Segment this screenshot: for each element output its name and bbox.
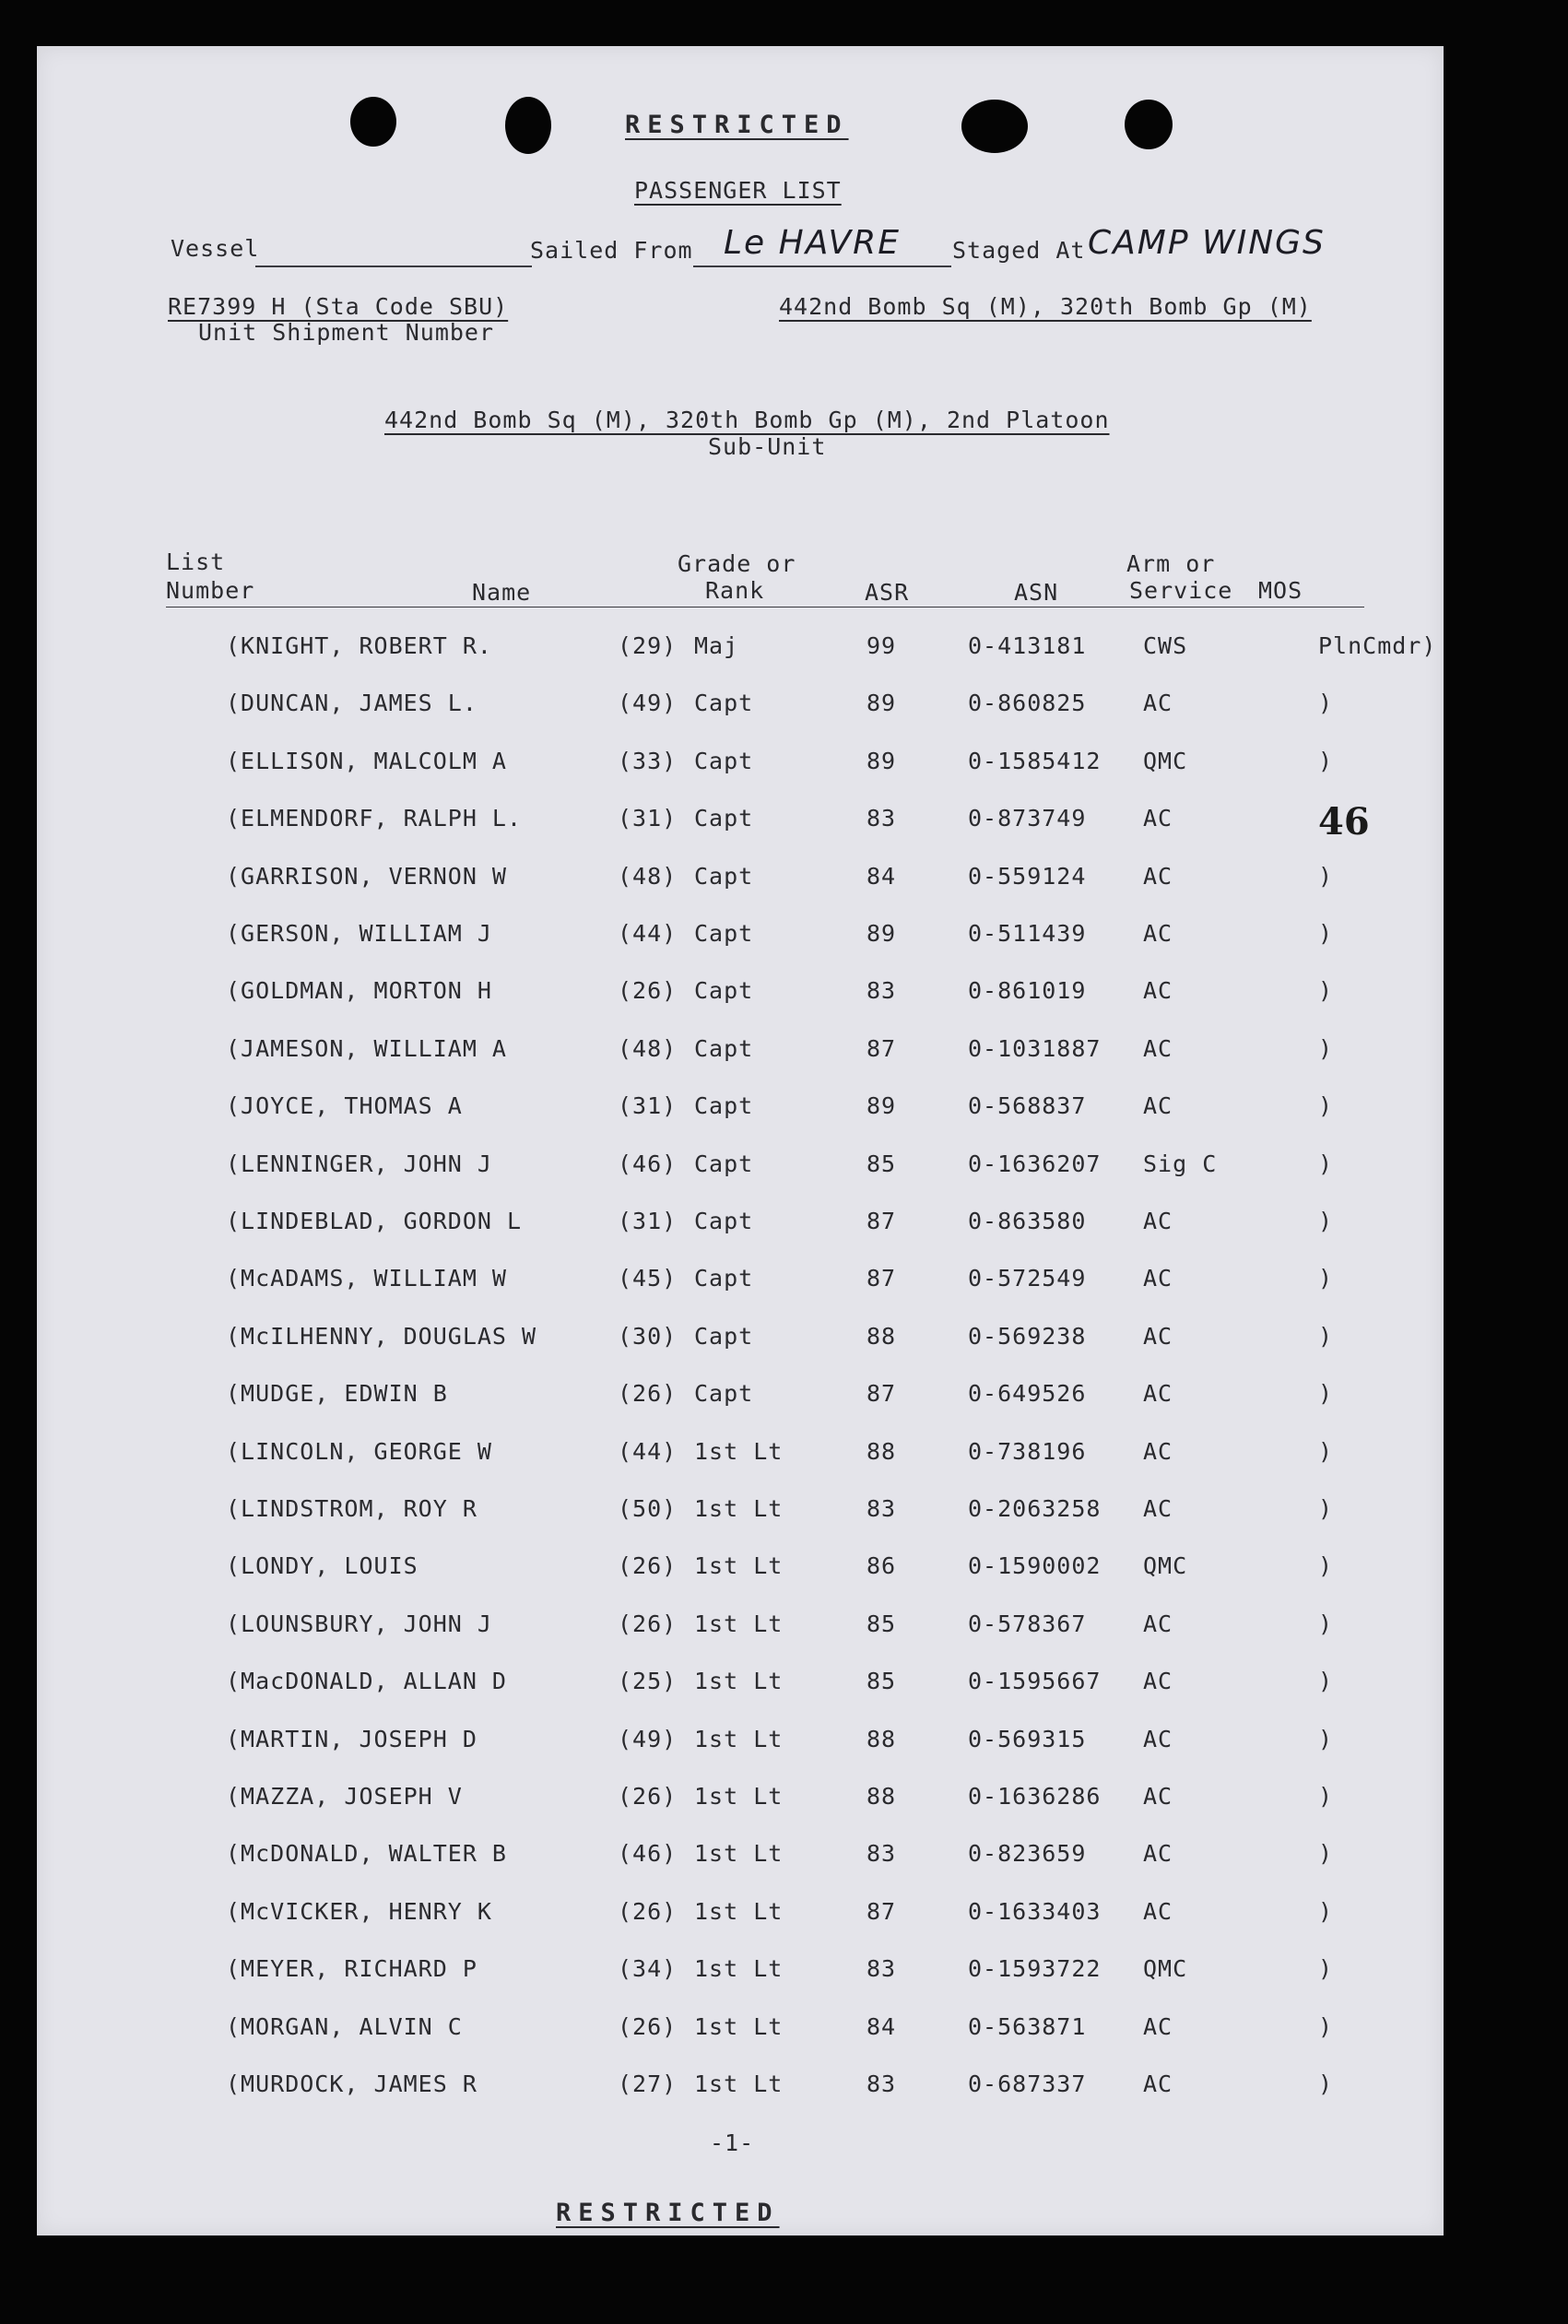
- cell-asn: 0-738196: [968, 1437, 1087, 1465]
- cell-rank: 1st Lt: [694, 1552, 784, 1580]
- cell-asn: 0-863580: [968, 1208, 1087, 1234]
- cell-rank: Capt: [694, 1034, 754, 1062]
- cell-arm: AC: [1143, 1495, 1173, 1522]
- cell-end: ): [1318, 1610, 1334, 1637]
- cell-age: (26): [618, 2012, 678, 2040]
- cell-asr: 85: [867, 1610, 897, 1637]
- cell-age: (49): [618, 690, 678, 717]
- cell-name: (MEYER, RICHARD P: [226, 1955, 477, 1983]
- cell-rank: Capt: [694, 977, 754, 1005]
- cell-rank: 1st Lt: [694, 2070, 784, 2097]
- cell-name: (LINDSTROM, ROY R: [226, 1495, 477, 1522]
- col-arm-line1: Arm or: [1126, 550, 1216, 577]
- punch-hole: [505, 97, 551, 154]
- sailed-from-label: Sailed From: [530, 237, 693, 264]
- punch-hole: [1125, 100, 1173, 149]
- cell-name: (MORGAN, ALVIN C: [226, 2012, 463, 2040]
- cell-asr: 85: [867, 1150, 897, 1177]
- cell-name: (ELMENDORF, RALPH L.: [226, 805, 523, 832]
- cell-name: (GOLDMAN, MORTON H: [226, 977, 492, 1005]
- document-title: PASSENGER LIST: [634, 177, 842, 204]
- cell-arm: AC: [1143, 690, 1173, 717]
- cell-end: ): [1318, 2012, 1334, 2040]
- cell-age: (49): [618, 1725, 678, 1752]
- cell-end: ): [1318, 1668, 1334, 1695]
- cell-rank: 1st Lt: [694, 1725, 784, 1752]
- cell-arm: QMC: [1143, 1552, 1188, 1580]
- cell-asn: 0-563871: [968, 2012, 1087, 2040]
- cell-rank: 1st Lt: [694, 1437, 784, 1465]
- cell-rank: Maj: [694, 632, 739, 659]
- table-row: [37, 977, 1444, 1014]
- cell-arm: AC: [1143, 1725, 1173, 1752]
- table-row: [37, 1610, 1444, 1647]
- cell-asr: 88: [867, 1322, 897, 1350]
- cell-end: ): [1318, 1150, 1334, 1177]
- table-row: [37, 1323, 1444, 1360]
- cell-rank: Capt: [694, 1322, 754, 1350]
- table-row: [37, 1783, 1444, 1820]
- col-grade-line1: Grade or: [678, 550, 796, 577]
- table-row: [37, 1552, 1444, 1589]
- cell-end: PlnCmdr): [1318, 632, 1437, 659]
- cell-rank: Capt: [694, 805, 754, 832]
- cell-age: (26): [618, 1783, 678, 1810]
- page-stamp-number: 46: [1318, 800, 1370, 843]
- cell-arm: AC: [1143, 1437, 1173, 1465]
- staged-at-label: Staged At: [952, 237, 1086, 264]
- page-number: -1-: [710, 2129, 755, 2156]
- sub-unit-value: 442nd Bomb Sq (M), 320th Bomb Gp (M), 2nd Platoon: [384, 407, 1110, 433]
- cell-end: ): [1318, 1783, 1334, 1810]
- cell-asn: 0-568837: [968, 1092, 1087, 1120]
- cell-rank: 1st Lt: [694, 1610, 784, 1637]
- cell-age: (26): [618, 1610, 678, 1637]
- cell-asr: 83: [867, 1495, 897, 1522]
- cell-age: (33): [618, 747, 678, 774]
- cell-arm: QMC: [1143, 1955, 1188, 1983]
- cell-age: (26): [618, 1897, 678, 1925]
- cell-asn: 0-1636286: [968, 1783, 1102, 1810]
- cell-end: ): [1318, 1208, 1334, 1234]
- cell-end: ): [1318, 1495, 1334, 1522]
- cell-name: (MUDGE, EDWIN B: [226, 1380, 448, 1408]
- cell-asn: 0-1595667: [968, 1668, 1102, 1695]
- table-row: [37, 1726, 1444, 1763]
- unit-shipment-label: Unit Shipment Number: [198, 319, 495, 346]
- punch-hole: [961, 100, 1028, 153]
- cell-asn: 0-823659: [968, 1840, 1087, 1868]
- cell-arm: AC: [1143, 1380, 1173, 1408]
- table-row: [37, 1438, 1444, 1475]
- cell-asr: 88: [867, 1437, 897, 1465]
- cell-asr: 89: [867, 920, 897, 947]
- cell-age: (26): [618, 977, 678, 1005]
- cell-name: (LENNINGER, JOHN J: [226, 1150, 492, 1177]
- cell-arm: AC: [1143, 1783, 1173, 1810]
- table-row: [37, 1035, 1444, 1072]
- cell-age: (48): [618, 862, 678, 890]
- cell-end: ): [1318, 1322, 1334, 1350]
- cell-end: ): [1318, 747, 1334, 774]
- cell-asr: 87: [867, 1265, 897, 1292]
- cell-asr: 83: [867, 805, 897, 832]
- table-row: [37, 2070, 1444, 2107]
- cell-asn: 0-649526: [968, 1380, 1087, 1408]
- cell-end: ): [1318, 690, 1334, 717]
- cell-name: (MAZZA, JOSEPH V: [226, 1783, 463, 1810]
- cell-asn: 0-687337: [968, 2070, 1087, 2097]
- cell-asr: 87: [867, 1208, 897, 1234]
- cell-name: (GERSON, WILLIAM J: [226, 920, 492, 947]
- cell-name: (McDONALD, WALTER B: [226, 1840, 507, 1868]
- unit-name: 442nd Bomb Sq (M), 320th Bomb Gp (M): [779, 293, 1312, 320]
- cell-name: (LINDEBLAD, GORDON L: [226, 1208, 523, 1234]
- cell-age: (30): [618, 1322, 678, 1350]
- cell-asn: 0-2063258: [968, 1495, 1102, 1522]
- table-row: [37, 1840, 1444, 1877]
- cell-rank: Capt: [694, 1208, 754, 1234]
- cell-age: (26): [618, 1380, 678, 1408]
- cell-name: (LINCOLN, GEORGE W: [226, 1437, 492, 1465]
- cell-asn: 0-511439: [968, 920, 1087, 947]
- cell-rank: Capt: [694, 747, 754, 774]
- cell-name: (JAMESON, WILLIAM A: [226, 1034, 507, 1062]
- cell-end: ): [1318, 920, 1334, 947]
- col-mos: MOS: [1258, 577, 1303, 604]
- cell-arm: AC: [1143, 1668, 1173, 1695]
- document-page: [37, 46, 1444, 2236]
- cell-name: (JOYCE, THOMAS A: [226, 1092, 463, 1120]
- cell-name: (McVICKER, HENRY K: [226, 1897, 492, 1925]
- cell-age: (29): [618, 632, 678, 659]
- cell-asr: 87: [867, 1897, 897, 1925]
- cell-arm: AC: [1143, 1840, 1173, 1868]
- cell-age: (46): [618, 1150, 678, 1177]
- cell-age: (44): [618, 920, 678, 947]
- table-row: [37, 632, 1444, 669]
- table-row: [37, 1668, 1444, 1705]
- cell-age: (31): [618, 1092, 678, 1120]
- table-row: [37, 1380, 1444, 1417]
- table-row: [37, 805, 1444, 842]
- cell-name: (MURDOCK, JAMES R: [226, 2070, 477, 2097]
- cell-asr: 85: [867, 1668, 897, 1695]
- cell-rank: 1st Lt: [694, 1783, 784, 1810]
- cell-age: (48): [618, 1034, 678, 1062]
- cell-name: (McADAMS, WILLIAM W: [226, 1265, 507, 1292]
- vessel-label: Vessel: [171, 235, 260, 262]
- cell-arm: AC: [1143, 1897, 1173, 1925]
- punch-hole: [350, 97, 396, 147]
- table-row: [37, 1265, 1444, 1302]
- cell-arm: AC: [1143, 2070, 1173, 2097]
- cell-name: (ELLISON, MALCOLM A: [226, 747, 507, 774]
- cell-asr: 84: [867, 2012, 897, 2040]
- cell-rank: Capt: [694, 920, 754, 947]
- cell-asr: 83: [867, 2070, 897, 2097]
- cell-asr: 83: [867, 1955, 897, 1983]
- vessel-blank-line: [255, 265, 532, 267]
- cell-asn: 0-572549: [968, 1265, 1087, 1292]
- table-row: [37, 2013, 1444, 2050]
- cell-asr: 99: [867, 632, 897, 659]
- cell-end: ): [1318, 977, 1334, 1005]
- cell-asn: 0-873749: [968, 805, 1087, 832]
- cell-asn: 0-569238: [968, 1322, 1087, 1350]
- cell-asr: 87: [867, 1034, 897, 1062]
- cell-asn: 0-1633403: [968, 1897, 1102, 1925]
- table-row: [37, 920, 1444, 957]
- cell-asn: 0-860825: [968, 690, 1087, 717]
- cell-arm: AC: [1143, 2012, 1173, 2040]
- cell-arm: CWS: [1143, 632, 1188, 659]
- cell-name: (GARRISON, VERNON W: [226, 862, 507, 890]
- cell-name: (DUNCAN, JAMES L.: [226, 690, 477, 717]
- col-name: Name: [472, 579, 532, 606]
- cell-age: (44): [618, 1437, 678, 1465]
- table-row: [37, 1092, 1444, 1129]
- cell-end: ): [1318, 1897, 1334, 1925]
- col-list-line2: Number: [166, 577, 255, 604]
- cell-name: (LONDY, LOUIS: [226, 1552, 419, 1580]
- cell-arm: AC: [1143, 1208, 1173, 1234]
- cell-rank: Capt: [694, 1380, 754, 1408]
- sailed-from-line: [693, 265, 951, 267]
- col-grade-line2: Rank: [705, 577, 765, 604]
- cell-asr: 88: [867, 1783, 897, 1810]
- cell-arm: AC: [1143, 1610, 1173, 1637]
- cell-end: ): [1318, 1265, 1334, 1292]
- cell-asr: 86: [867, 1552, 897, 1580]
- cell-asn: 0-413181: [968, 632, 1087, 659]
- cell-end: ): [1318, 1380, 1334, 1408]
- cell-end: ): [1318, 1955, 1334, 1983]
- cell-end: ): [1318, 862, 1334, 890]
- cell-end: ): [1318, 1725, 1334, 1752]
- cell-end: ): [1318, 1840, 1334, 1868]
- cell-asn: 0-1636207: [968, 1150, 1102, 1177]
- col-list-line1: List: [166, 549, 226, 575]
- cell-asn: 0-559124: [968, 862, 1087, 890]
- cell-arm: QMC: [1143, 747, 1188, 774]
- cell-asr: 88: [867, 1725, 897, 1752]
- table-row: [37, 863, 1444, 900]
- cell-arm: AC: [1143, 920, 1173, 947]
- restricted-top: RESTRICTED: [625, 111, 849, 139]
- cell-asn: 0-569315: [968, 1725, 1087, 1752]
- cell-name: (MacDONALD, ALLAN D: [226, 1668, 507, 1695]
- cell-rank: Capt: [694, 1150, 754, 1177]
- cell-arm: AC: [1143, 805, 1173, 832]
- cell-name: (MARTIN, JOSEPH D: [226, 1725, 477, 1752]
- cell-end: ): [1318, 1092, 1334, 1120]
- unit-shipment-number: RE7399 H (Sta Code SBU): [168, 293, 509, 320]
- table-row: [37, 1898, 1444, 1935]
- cell-rank: 1st Lt: [694, 1840, 784, 1868]
- cell-asn: 0-1590002: [968, 1552, 1102, 1580]
- cell-age: (31): [618, 1208, 678, 1234]
- cell-end: ): [1318, 1034, 1334, 1062]
- cell-arm: AC: [1143, 862, 1173, 890]
- cell-asr: 83: [867, 1840, 897, 1868]
- cell-asr: 89: [867, 1092, 897, 1120]
- cell-asn: 0-1031887: [968, 1034, 1102, 1062]
- cell-rank: Capt: [694, 690, 754, 717]
- cell-arm: AC: [1143, 1322, 1173, 1350]
- table-row: [37, 690, 1444, 726]
- col-asr: ASR: [865, 579, 910, 606]
- cell-asn: 0-578367: [968, 1610, 1087, 1637]
- sailed-from-value: Le HAVRE: [724, 224, 901, 262]
- cell-rank: 1st Lt: [694, 1955, 784, 1983]
- cell-arm: AC: [1143, 977, 1173, 1005]
- cell-asr: 89: [867, 747, 897, 774]
- cell-name: (McILHENNY, DOUGLAS W: [226, 1322, 537, 1350]
- col-asn: ASN: [1014, 579, 1059, 606]
- cell-rank: Capt: [694, 1265, 754, 1292]
- cell-age: (27): [618, 2070, 678, 2097]
- cell-rank: 1st Lt: [694, 2012, 784, 2040]
- staged-at-value: CAMP WINGS: [1088, 224, 1326, 262]
- cell-asn: 0-1585412: [968, 747, 1102, 774]
- cell-end: ): [1318, 2070, 1334, 2097]
- cell-arm: AC: [1143, 1034, 1173, 1062]
- table-row: [37, 1495, 1444, 1532]
- cell-name: (KNIGHT, ROBERT R.: [226, 632, 492, 659]
- cell-arm: AC: [1143, 1092, 1173, 1120]
- cell-asr: 89: [867, 690, 897, 717]
- table-row: [37, 1208, 1444, 1245]
- cell-rank: Capt: [694, 1092, 754, 1120]
- restricted-bottom: RESTRICTED: [556, 2199, 780, 2227]
- cell-age: (46): [618, 1840, 678, 1868]
- cell-age: (45): [618, 1265, 678, 1292]
- cell-rank: Capt: [694, 862, 754, 890]
- cell-end: ): [1318, 1437, 1334, 1465]
- cell-name: (LOUNSBURY, JOHN J: [226, 1610, 492, 1637]
- cell-end: ): [1318, 1552, 1334, 1580]
- cell-age: (50): [618, 1495, 678, 1522]
- cell-rank: 1st Lt: [694, 1668, 784, 1695]
- cell-rank: 1st Lt: [694, 1495, 784, 1522]
- col-arm-line2: Service: [1129, 577, 1233, 604]
- cell-asr: 84: [867, 862, 897, 890]
- header-rule: [166, 607, 1364, 608]
- table-row: [37, 1150, 1444, 1187]
- sub-unit-label: Sub-Unit: [708, 433, 827, 460]
- cell-asr: 87: [867, 1380, 897, 1408]
- cell-age: (34): [618, 1955, 678, 1983]
- cell-arm: Sig C: [1143, 1150, 1218, 1177]
- cell-age: (25): [618, 1668, 678, 1695]
- cell-asn: 0-861019: [968, 977, 1087, 1005]
- cell-asn: 0-1593722: [968, 1955, 1102, 1983]
- table-row: [37, 748, 1444, 784]
- cell-age: (26): [618, 1552, 678, 1580]
- cell-asr: 83: [867, 977, 897, 1005]
- table-row: [37, 1955, 1444, 1992]
- cell-arm: AC: [1143, 1265, 1173, 1292]
- cell-rank: 1st Lt: [694, 1897, 784, 1925]
- cell-age: (31): [618, 805, 678, 832]
